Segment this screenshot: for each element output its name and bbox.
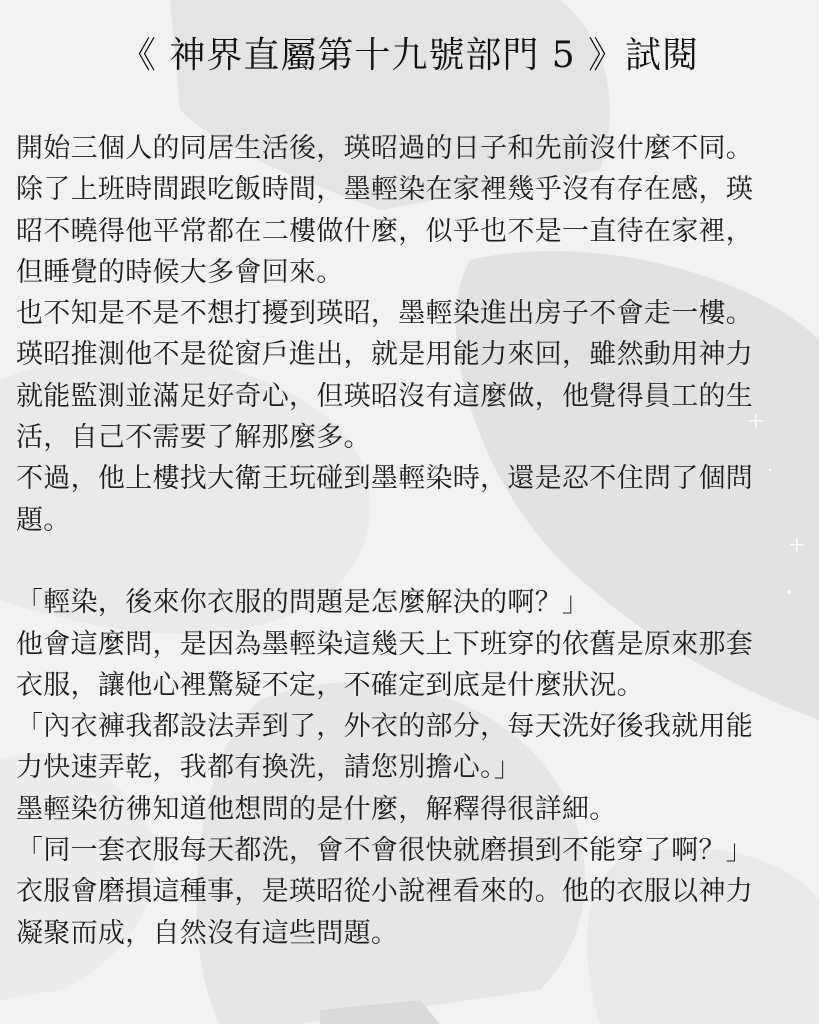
text-line: 墨輕染彷彿知道他想問的是什麼，解釋得很詳細。 [16,793,617,825]
text-line: 題。 [16,504,71,536]
text-line: 昭不曉得他平常都在二樓做什麼，似乎也不是一直待在家裡， [16,215,754,247]
text-line: 但睡覺的時候大多會回來。 [16,256,344,288]
text-line: 衣服會磨損這種事，是瑛昭從小說裡看來的。他的衣服以神力 [16,876,754,908]
text-line: 衣服，讓他心裡驚疑不定，不確定到底是什麼狀況。 [16,669,644,701]
text-line: 活，自己不需要了解那麼多。 [16,422,371,454]
excerpt-body [16,128,812,954]
text-line: 就能監測並滿足好奇心，但瑛昭沒有這麼做，他覺得員工的生 [16,380,754,412]
text-line: 「輕染，後來你衣服的問題是怎麼解決的啊？」 [16,587,590,619]
text-line: 瑛昭推測他不是從窗戶進出，就是用能力來回，雖然動用神力 [16,339,754,371]
text-line: 「同一套衣服每天都洗，會不會很快就磨損到不能穿了啊？」 [16,835,754,867]
page-title: 《 神界直屬第十九號部門 5 》試閱 [119,35,700,76]
text-line: 除了上班時間跟吃飯時間，墨輕染在家裡幾乎沒有存在感，瑛 [16,174,754,206]
text-line: 凝聚而成，自然沒有這些問題。 [16,917,399,949]
blank-line [16,541,812,582]
text-line: 開始三個人的同居生活後，瑛昭過的日子和先前沒什麼不同。 [16,133,754,164]
text-line: 也不知是不是不想打擾到瑛昭，墨輕染進出房子不會走一樓。 [16,298,754,330]
text-line: 不過，他上樓找大衛王玩碰到墨輕染時，還是忍不住問了個問 [16,463,754,495]
text-line: 「內衣褲我都設法弄到了，外衣的部分，每天洗好後我就用能 [16,711,754,743]
text-line: 力快速弄乾，我都有換洗，請您別擔心。」 [16,752,522,784]
text-line: 他會這麼問，是因為墨輕染這幾天上下班穿的依舊是原來那套 [16,628,754,660]
